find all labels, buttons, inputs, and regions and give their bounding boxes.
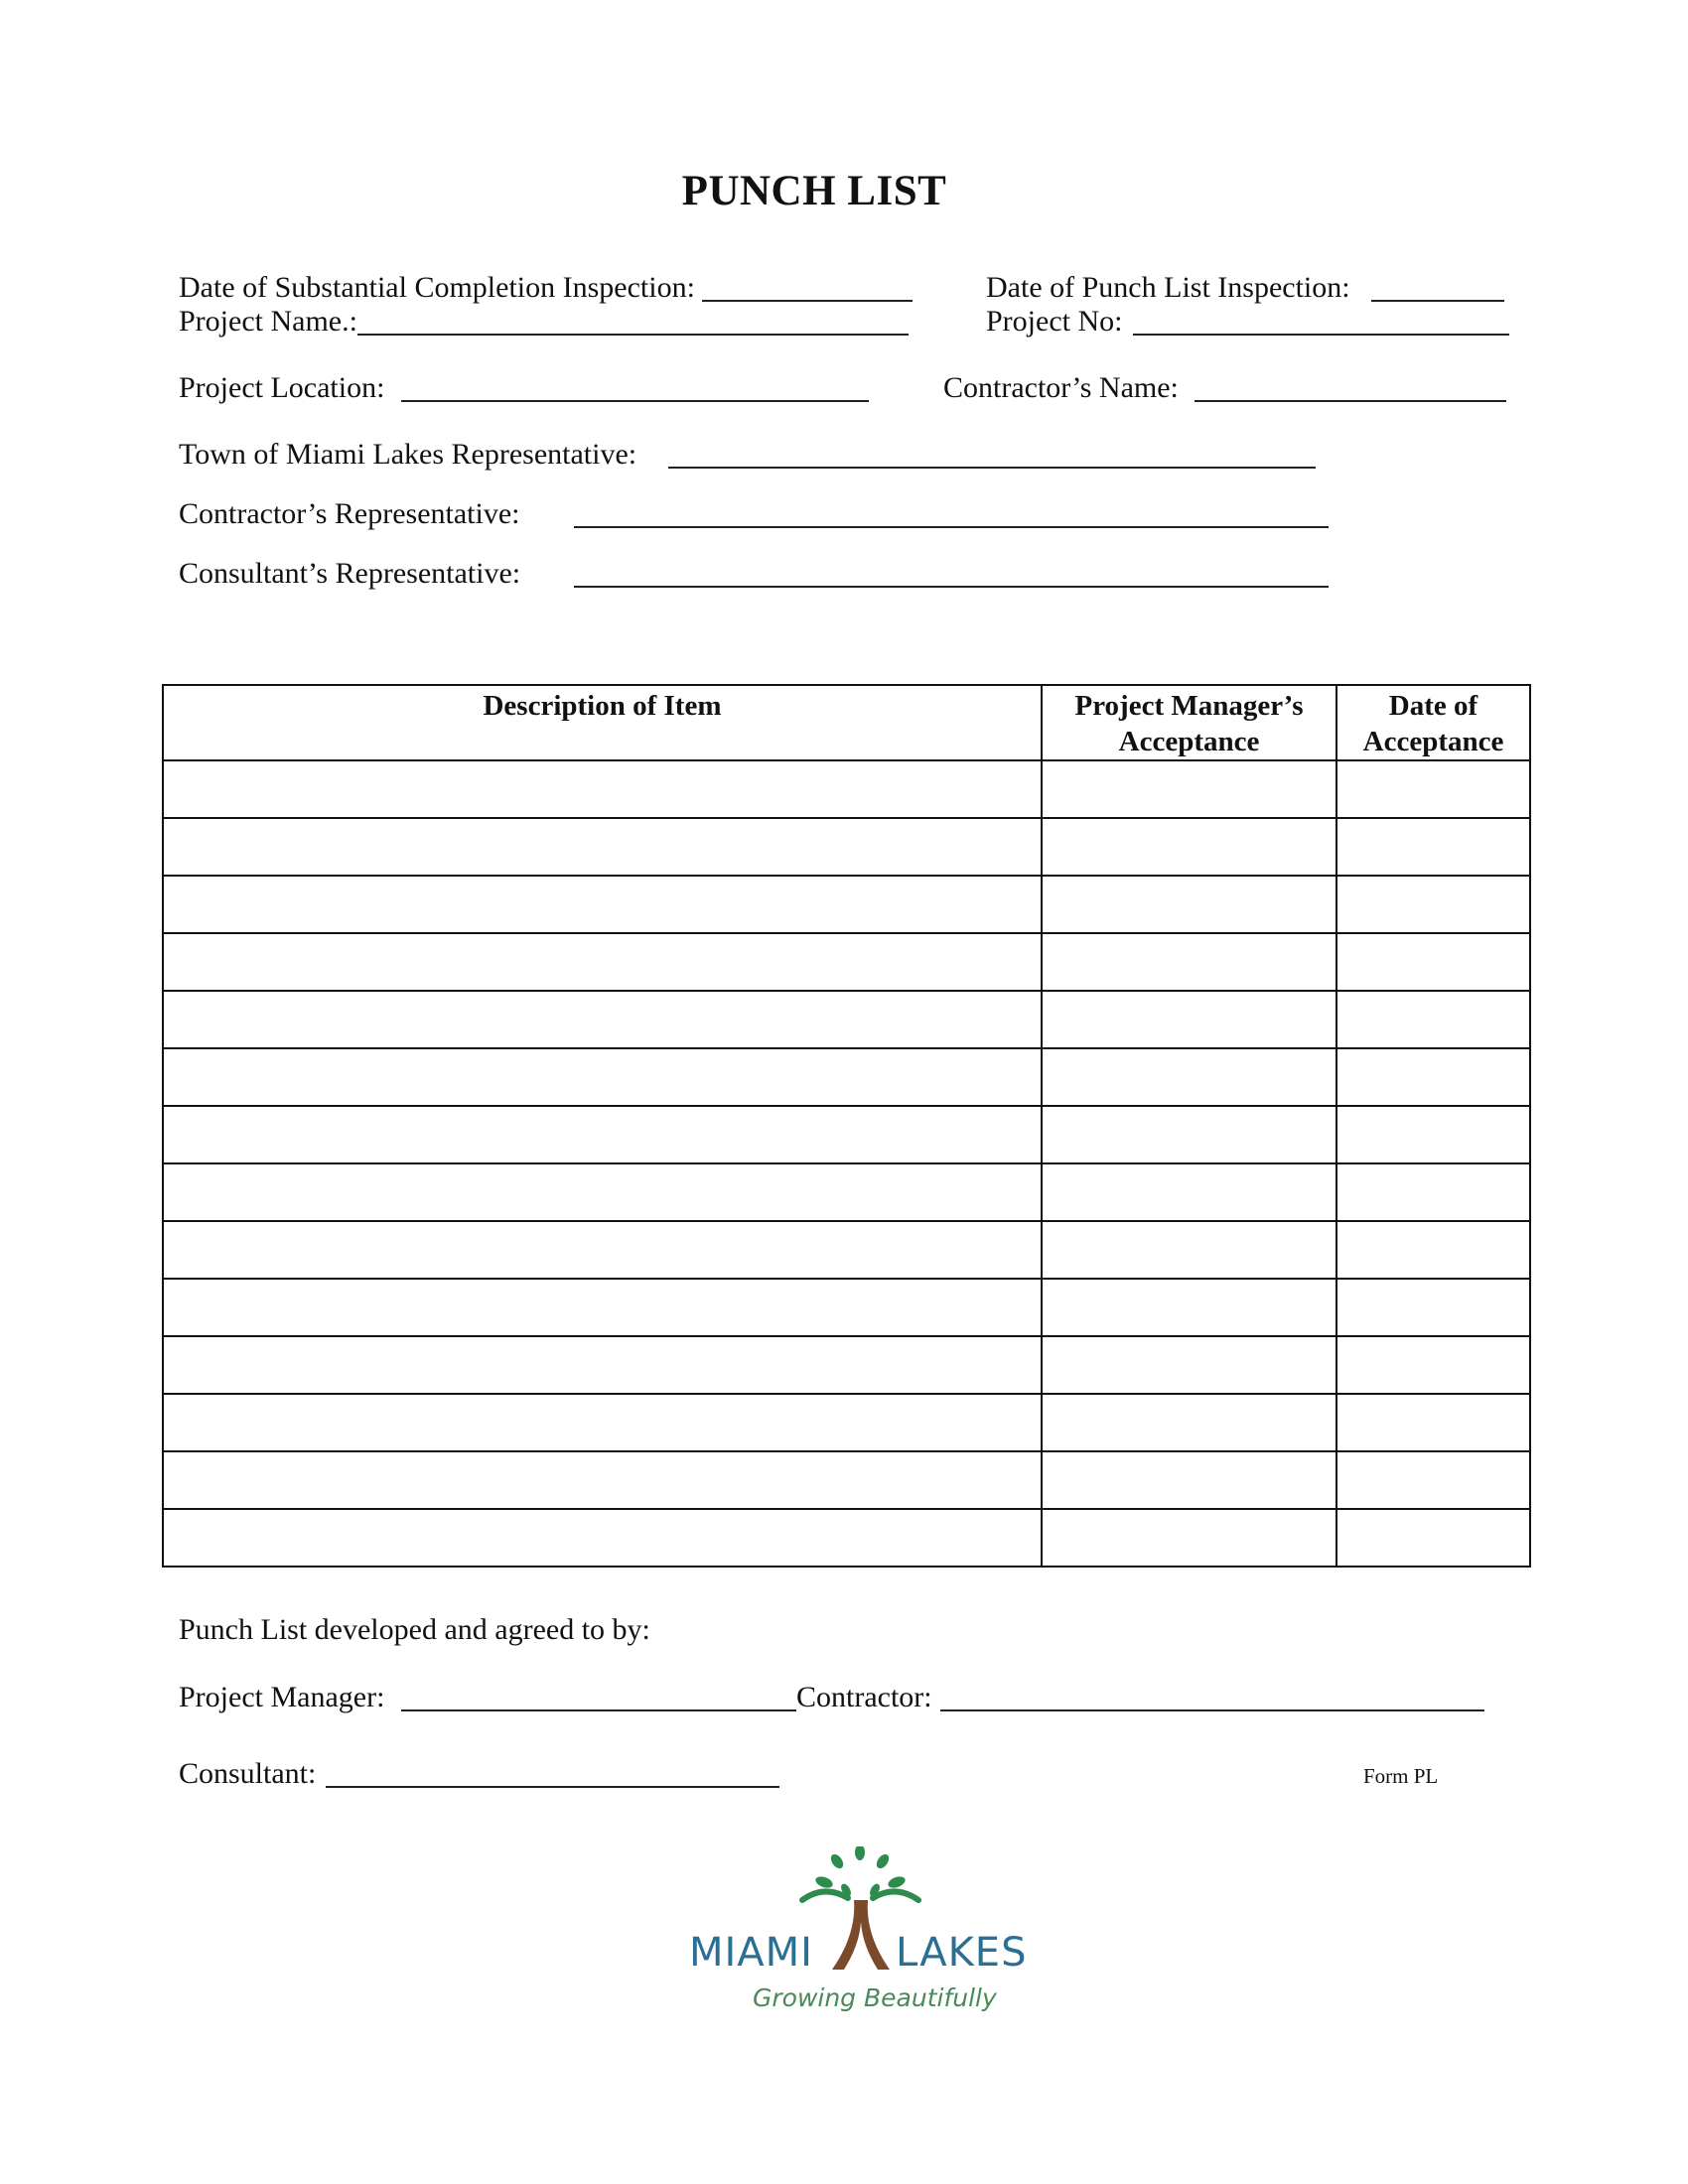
- project-location-label: Project Location:: [179, 371, 385, 404]
- pm-acceptance-cell[interactable]: [1042, 1451, 1336, 1509]
- table-row: [163, 1106, 1530, 1163]
- date-acceptance-cell[interactable]: [1336, 1509, 1530, 1567]
- palm-tree-icon: [685, 1846, 1043, 2005]
- project-name-label: Project Name.:: [179, 305, 357, 338]
- date-acceptance-cell[interactable]: [1336, 1451, 1530, 1509]
- description-cell[interactable]: [163, 876, 1042, 933]
- table-row: [163, 1163, 1530, 1221]
- table-row: [163, 876, 1530, 933]
- page-title: PUNCH LIST: [681, 168, 947, 214]
- consultant-label: Consultant:: [179, 1757, 317, 1790]
- date-acceptance-cell[interactable]: [1336, 818, 1530, 876]
- form-code: Form PL: [1363, 1764, 1439, 1788]
- contractor-field[interactable]: [940, 1709, 1484, 1711]
- date-acceptance-cell[interactable]: [1336, 1394, 1530, 1451]
- project-no-label: Project No:: [986, 305, 1123, 338]
- logo-word-miami: MIAMI: [689, 1930, 813, 1976]
- pm-acceptance-cell[interactable]: [1042, 1163, 1336, 1221]
- description-cell[interactable]: [163, 1048, 1042, 1106]
- description-cell[interactable]: [163, 933, 1042, 991]
- pm-acceptance-cell[interactable]: [1042, 818, 1336, 876]
- description-cell[interactable]: [163, 760, 1042, 818]
- pm-acceptance-cell[interactable]: [1042, 1221, 1336, 1279]
- table-row: [163, 1451, 1530, 1509]
- pm-acceptance-cell[interactable]: [1042, 1106, 1336, 1163]
- date-acceptance-cell[interactable]: [1336, 1336, 1530, 1394]
- contractor-label: Contractor:: [796, 1681, 932, 1713]
- punch-list-table: [162, 684, 1531, 1568]
- description-cell[interactable]: [163, 1163, 1042, 1221]
- consultant-rep-label: Consultant’s Representative:: [179, 557, 521, 590]
- table-row: [163, 1509, 1530, 1567]
- agreed-label: Punch List developed and agreed to by:: [179, 1613, 650, 1646]
- pm-acceptance-cell[interactable]: [1042, 1279, 1336, 1336]
- project-name-field[interactable]: [357, 334, 909, 336]
- contractor-name-label: Contractor’s Name:: [943, 371, 1179, 404]
- pm-acceptance-header: Project Manager’s Acceptance: [1042, 685, 1336, 760]
- pm-acceptance-cell[interactable]: [1042, 1336, 1336, 1394]
- table-row: [163, 1279, 1530, 1336]
- description-cell[interactable]: [163, 1336, 1042, 1394]
- date-acceptance-cell[interactable]: [1336, 876, 1530, 933]
- punch-list-inspection-field[interactable]: [1371, 300, 1504, 302]
- logo-tagline: Growing Beautifully: [753, 1983, 997, 2012]
- date-acceptance-cell[interactable]: [1336, 991, 1530, 1048]
- pm-acceptance-cell[interactable]: [1042, 1394, 1336, 1451]
- project-manager-field[interactable]: [401, 1709, 796, 1711]
- table-row: [163, 1048, 1530, 1106]
- pm-acceptance-cell[interactable]: [1042, 933, 1336, 991]
- table-row: [163, 1221, 1530, 1279]
- table-row: [163, 933, 1530, 991]
- table-row: [163, 760, 1530, 818]
- date-acceptance-cell[interactable]: [1336, 1163, 1530, 1221]
- contractor-rep-field[interactable]: [574, 526, 1329, 528]
- logo-word-lakes: LAKES: [896, 1930, 1028, 1976]
- description-cell[interactable]: [163, 818, 1042, 876]
- description-cell[interactable]: [163, 1279, 1042, 1336]
- pm-acceptance-cell[interactable]: [1042, 1509, 1336, 1567]
- project-location-field[interactable]: [401, 400, 869, 402]
- table-row: [163, 1394, 1530, 1451]
- pm-acceptance-cell[interactable]: [1042, 991, 1336, 1048]
- punch-list-inspection-label: Date of Punch List Inspection:: [986, 271, 1350, 304]
- pm-acceptance-cell[interactable]: [1042, 1048, 1336, 1106]
- town-rep-field[interactable]: [668, 467, 1316, 469]
- table-row: [163, 818, 1530, 876]
- description-cell[interactable]: [163, 1394, 1042, 1451]
- project-manager-label: Project Manager:: [179, 1681, 385, 1713]
- substantial-completion-field[interactable]: [702, 300, 913, 302]
- date-acceptance-cell[interactable]: [1336, 1221, 1530, 1279]
- date-acceptance-cell[interactable]: [1336, 1048, 1530, 1106]
- date-acceptance-cell[interactable]: [1336, 933, 1530, 991]
- substantial-completion-label: Date of Substantial Completion Inspection:: [179, 271, 695, 304]
- description-cell[interactable]: [163, 1106, 1042, 1163]
- date-acceptance-cell[interactable]: [1336, 1279, 1530, 1336]
- consultant-field[interactable]: [326, 1786, 779, 1788]
- date-acceptance-header: Date of Acceptance: [1336, 685, 1530, 760]
- table-row: [163, 1336, 1530, 1394]
- table-header-row: [163, 685, 1530, 760]
- pm-acceptance-cell[interactable]: [1042, 760, 1336, 818]
- description-cell[interactable]: [163, 1451, 1042, 1509]
- project-no-field[interactable]: [1133, 334, 1509, 336]
- contractor-name-field[interactable]: [1195, 400, 1506, 402]
- description-header: Description of Item: [163, 685, 1042, 760]
- miami-lakes-logo: [685, 1846, 1043, 2012]
- table-row: [163, 991, 1530, 1048]
- consultant-rep-field[interactable]: [574, 586, 1329, 588]
- date-acceptance-cell[interactable]: [1336, 760, 1530, 818]
- contractor-rep-label: Contractor’s Representative:: [179, 497, 520, 530]
- description-cell[interactable]: [163, 991, 1042, 1048]
- description-cell[interactable]: [163, 1221, 1042, 1279]
- description-cell[interactable]: [163, 1509, 1042, 1567]
- pm-acceptance-cell[interactable]: [1042, 876, 1336, 933]
- date-acceptance-cell[interactable]: [1336, 1106, 1530, 1163]
- town-rep-label: Town of Miami Lakes Representative:: [179, 438, 637, 471]
